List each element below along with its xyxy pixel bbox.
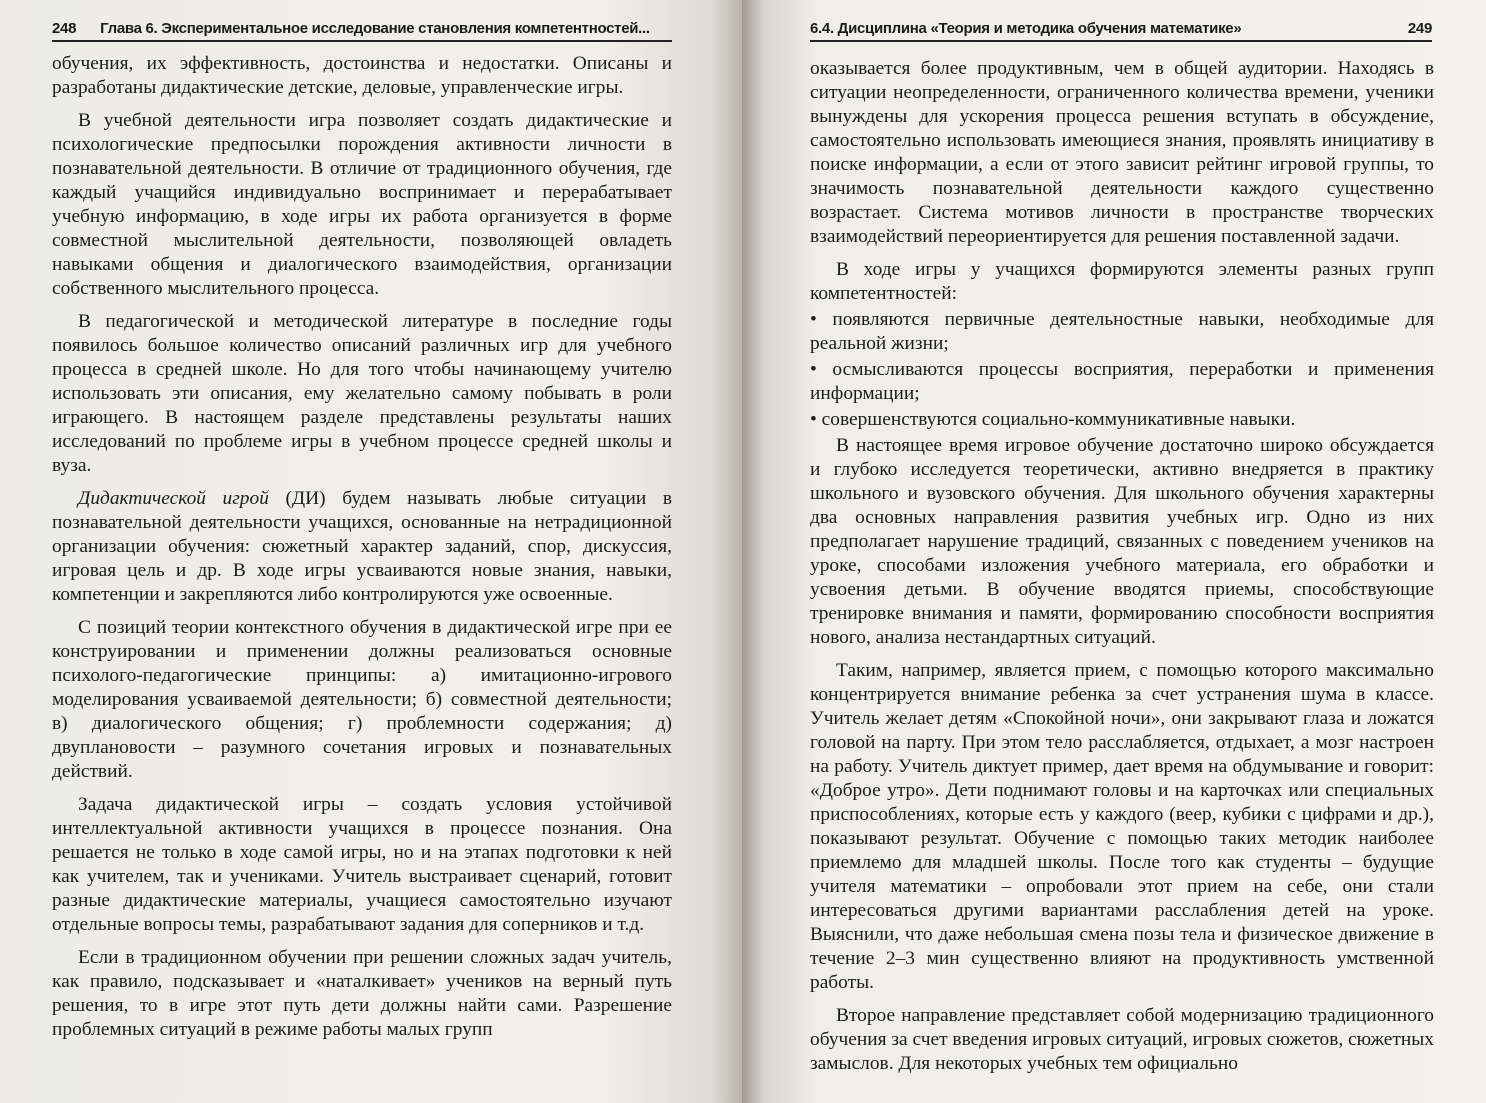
bullet-item: • появляются первичные деятельностные навыки, необходимые для реальной жизни; [810, 309, 1434, 354]
left-running-head [52, 16, 672, 42]
paragraph: Если в традиционном обучении при решении сложных задач учитель, как правило, подсказывает и «наталкивает» учеников на верный путь решения, то в игре этот путь дети должны найти сами. Разрешение проблемных ситуаций в режиме работы малых групп [52, 947, 672, 1040]
paragraph: В учебной деятельности игра позволяет создать дидактические и психологические предпосылки порождения активности личности в познавательной деятельности. В отличие от традиционного обучения, где каждый учащийся индивидуально воспринимает и перерабатывает учебную информацию, в ходе игры их работа организуется в форме совместной мыслительной деятельности, позволяющей овладеть навыками общения и диалогического взаимодействия, организации собственного мыслительного процесса. [52, 110, 672, 299]
paragraph: Второе направление представляет собой модернизацию традиционного обучения за счет введения игровых ситуаций, игровых сюжетов, сюжетных замыслов. Для некоторых учебных тем официально [810, 1005, 1434, 1074]
left-page-text [52, 52, 672, 1042]
paragraph: В настоящее время игровое обучение достаточно широко обсуждается и глубоко исследуется теоретически, активно внедряется в практику школьного и вузовского обучения. Для школьного обучения характерны два основных направления развития учебных игр. Одно из них предполагает нарушение традиций, связанных с поведением учеников на уроке, способами изложения учебного материала, его обработки и усвоения детьми. В обучение вводятся приемы, способствующие тренировке внимания и памяти, формированию способности восприятия нового, анализа нестандартных ситуаций. [810, 435, 1434, 648]
paragraph: Таким, например, является прием, с помощью которого максимально концентрируется внимание ребенка за счет устранения шума в классе. Учитель желает детям «Спокойной ночи», они закрывают глаза и ложатся головой на парту. При этом тело расслабляется, отдыхает, а мозг настроен на работу. Учитель диктует пример, дает время на обдумывание и говорит: «Доброе утро». Дети поднимают головы и на карточках или специальных приспособлениях, которые есть у каждого (веер, кубики с цифрами и др.), показывают результат. Обучение с помощью таких методик наиболее приемлемо для младшей школы. После того как студенты – будущие учителя математики – опробовали этот прием на себе, они стали интересоваться другими вариантами расслабления детей на уроке. Выяснили, что даже небольшая смена позы тела и физическое движение в течение 2–3 мин существенно влияют на продуктивность умственной работы. [810, 660, 1434, 993]
right-running-head [810, 16, 1432, 42]
paragraph: обучения, их эффективность, достоинства и недостатки. Описаны и разработаны дидактические детские, деловые, управленческие игры. [52, 53, 672, 98]
definition-text: (ДИ) будем называть любые ситуации в познавательной деятельности учащихся, основанные на нетрадиционной организации обучения: сюжетный характер заданий, спор, дискуссия, игровая цель и др. В ходе игры усваиваются новые знания, навыки, компетенции и закрепляются либо контролируются уже освоенные. [52, 488, 672, 605]
paragraph: В педагогической и методической литературе в последние годы появилось большое количество описаний различных игр для учебного процесса в средней школе. Но для того чтобы начинающему учителю использовать эти описания, ему желательно самому побывать в роли играющего. В настоящем разделе представлены результаты наших исследований по проблеме игры в учебном процессе средней школы и вуза. [52, 311, 672, 476]
paragraph: С позиций теории контекстного обучения в дидактической игре при ее конструировании и применении должны реализоваться основные психолого-педагогические принципы: а) имитационно-игрового моделирования усваиваемой деятельности; б) совместной деятельности; в) диалогического общения; г) проблемности содержания; д) двуплановости – разумного сочетания игровых и познавательных действий. [52, 617, 672, 782]
definition-paragraph [52, 487, 672, 607]
left-running-head-title: Глава 6. Экспериментальное исследование становления компетентностей... [100, 20, 650, 37]
definition-term: Дидактической игрой [78, 488, 269, 509]
paragraph: Задача дидактической игры – создать условия устойчивой интеллектуальной активности учащихся в процессе познания. Она решается не только в ходе самой игры, но и на этапах подготовки к ней как учителем, так и учениками. Учитель выстраивает сценарий, готовит разные дидактические материалы, учащиеся самостоятельно изучают отдельные вопросы темы, разрабатывают задания для соперников и т.д. [52, 794, 672, 935]
paragraph: оказывается более продуктивным, чем в общей аудитории. Находясь в ситуации неопределенности, ограниченного количества времени, ученики вынуждены для ускорения процесса решения вступать в обсуждение, самостоятельно использовать имеющиеся знания, проявлять инициативу в поиске информации, а если от этого зависит рейтинг игровой группы, то значимость познавательной деятельности каждого существенно возрастает. Система мотивов личности в пространстве творческих взаимодействий переориентируется для решения поставленной задачи. [810, 58, 1434, 247]
right-page-text [810, 57, 1434, 1076]
right-page [742, 0, 1486, 1103]
left-page-number: 248 [52, 20, 77, 37]
right-page-number: 249 [1407, 20, 1432, 37]
right-running-head-title: 6.4. Дисциплина «Теория и методика обучения математике» [810, 20, 1242, 37]
left-page [0, 0, 742, 1103]
bullet-item: • совершенствуются социально-коммуникативные навыки. [810, 409, 1296, 430]
bullet-item: • осмысливаются процессы восприятия, переработки и применения информации; [810, 359, 1434, 404]
paragraph: В ходе игры у учащихся формируются элементы разных групп компетентностей: [810, 259, 1434, 304]
